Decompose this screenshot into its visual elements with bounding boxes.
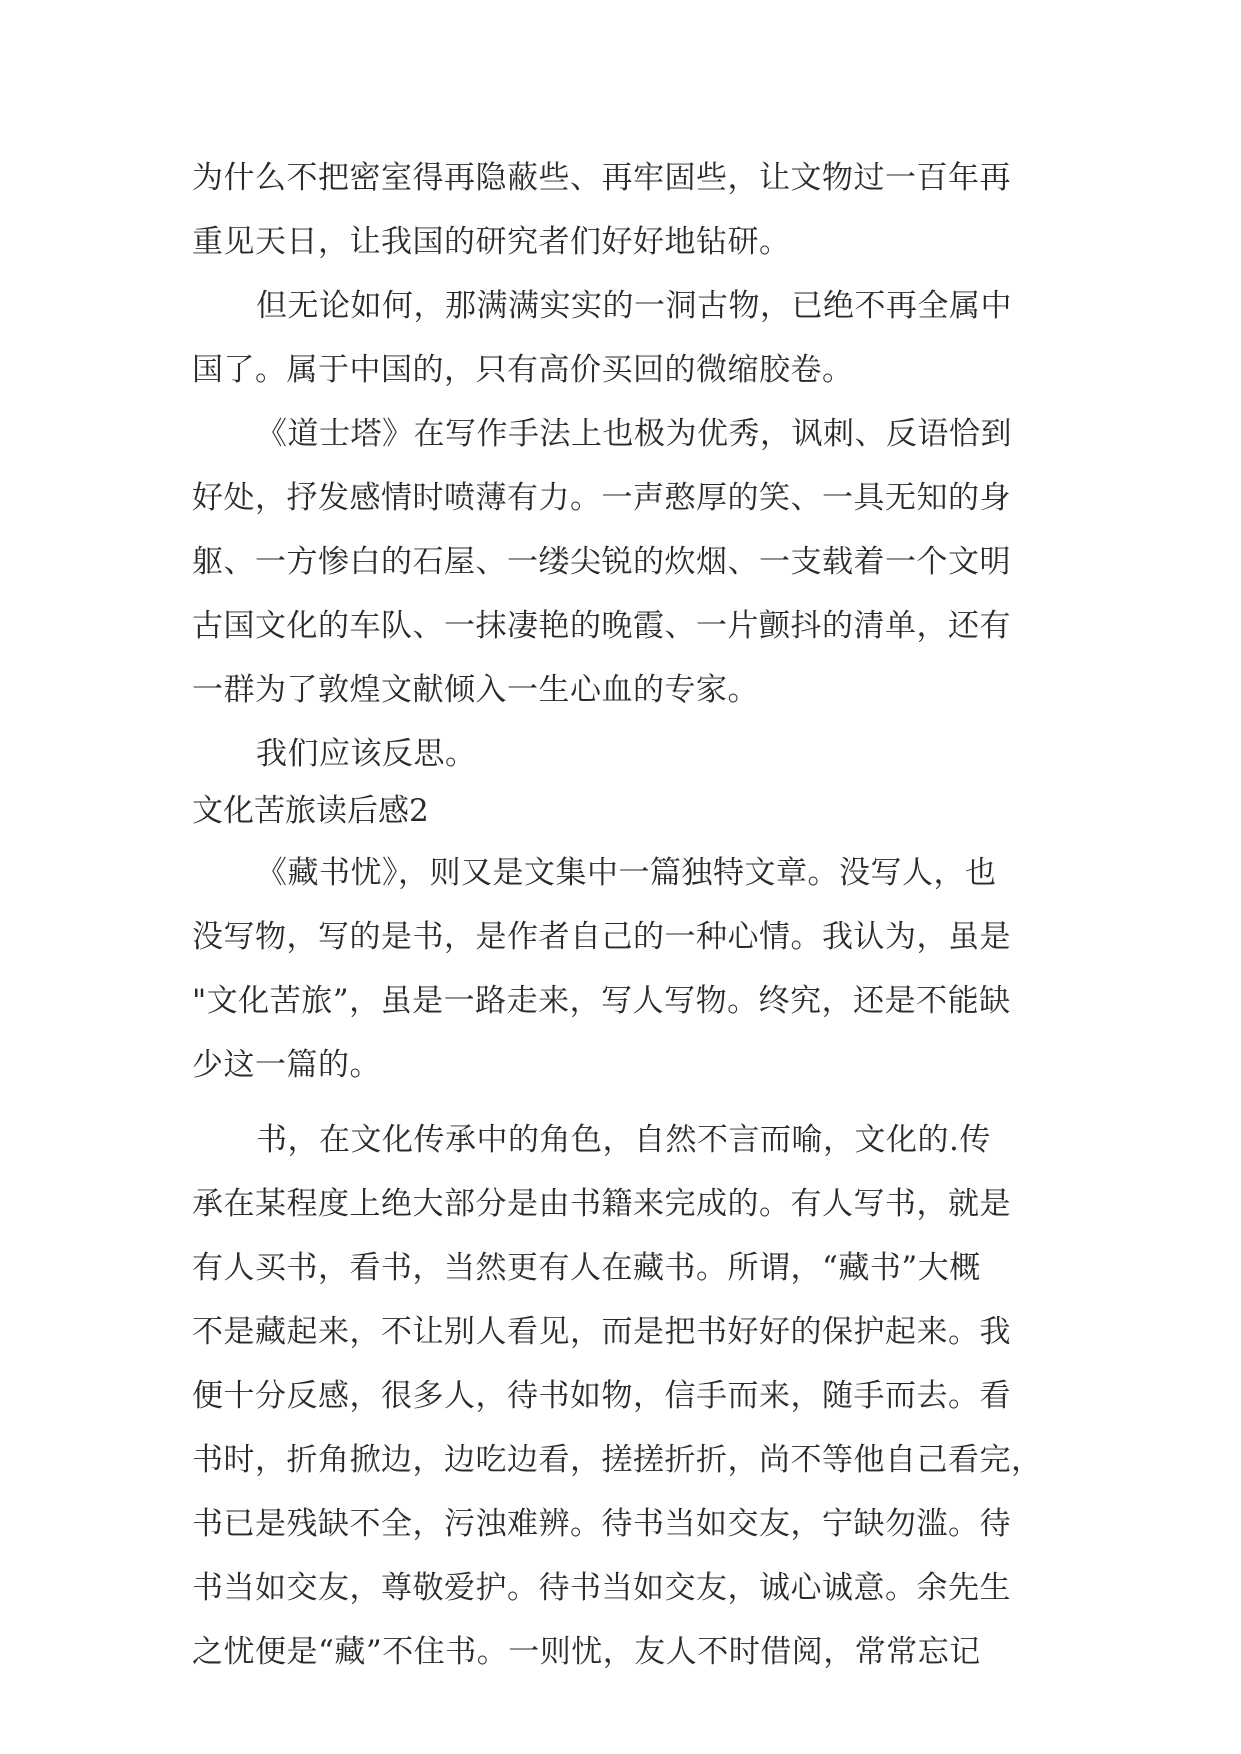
paragraph-first-line: 我们应该反思。 bbox=[256, 736, 477, 772]
text-line: "文化苦旅”，虽是一路走来，写人写物。终究，还是不能缺 bbox=[192, 983, 1011, 1019]
section-heading: 文化苦旅读后感2 bbox=[192, 793, 429, 829]
text-line: 书已是残缺不全，污浊难辨。待书当如交友，宁缺勿滥。待 bbox=[192, 1506, 1011, 1542]
text-line: 便十分反感，很多人，待书如物，信手而来，随手而去。看 bbox=[192, 1378, 1011, 1414]
paragraph-first-line: 《藏书忧》，则又是文集中一篇独特文章。没写人，也 bbox=[256, 855, 997, 891]
text-line: 没写物，写的是书，是作者自己的一种心情。我认为，虽是 bbox=[192, 919, 1011, 955]
text-line: 好处，抒发感情时喷薄有力。一声憨厚的笑、一具无知的身 bbox=[192, 480, 1011, 516]
text-line: 躯、一方惨白的石屋、一缕尖锐的炊烟、一支载着一个文明 bbox=[192, 544, 1011, 580]
text-line: 承在某程度上绝大部分是由书籍来完成的。有人写书，就是 bbox=[192, 1186, 1011, 1222]
text-line: 为什么不把密室得再隐蔽些、再牢固些，让文物过一百年再 bbox=[192, 160, 1011, 196]
text-line: 一群为了敦煌文献倾入一生心血的专家。 bbox=[192, 672, 759, 708]
text-line: 不是藏起来，不让别人看见，而是把书好好的保护起来。我 bbox=[192, 1314, 1011, 1350]
text-line: 古国文化的车队、一抹凄艳的晚霞、一片颤抖的清单，还有 bbox=[192, 608, 1011, 644]
text-line: 书时，折角掀边，边吃边看，搓搓折折，尚不等他自己看完， bbox=[192, 1442, 1043, 1478]
paragraph-first-line: 书，在文化传承中的角色，自然不言而喻，文化的.传 bbox=[256, 1122, 991, 1158]
text-line: 有人买书，看书，当然更有人在藏书。所谓，“藏书”大概 bbox=[192, 1250, 981, 1286]
text-line: 国了。属于中国的，只有高价买回的微缩胶卷。 bbox=[192, 352, 854, 388]
text-line: 之忧便是“藏”不住书。一则忧，友人不时借阅，常常忘记 bbox=[192, 1634, 981, 1670]
text-line: 重见天日，让我国的研究者们好好地钻研。 bbox=[192, 224, 791, 260]
text-line: 书当如交友，尊敬爱护。待书当如交友，诚心诚意。余先生 bbox=[192, 1570, 1011, 1606]
paragraph-first-line: 但无论如何，那满满实实的一洞古物，已绝不再全属中 bbox=[256, 288, 1012, 324]
text-line: 少这一篇的。 bbox=[192, 1047, 381, 1083]
paragraph-first-line: 《道士塔》在写作手法上也极为优秀，讽刺、反语恰到 bbox=[256, 416, 1012, 452]
